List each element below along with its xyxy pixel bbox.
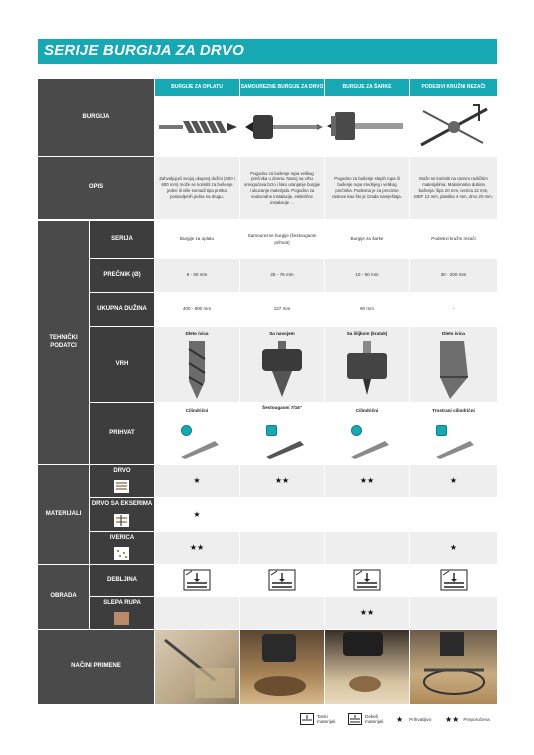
rating-slepa-rupa-3: ★★ xyxy=(325,597,409,629)
group-label-tehnicki-podaci: TEHNIČKI PODATCI xyxy=(38,221,89,464)
wood-icon xyxy=(114,480,129,493)
prihvat-label-4: Trostrani cilindrični xyxy=(432,408,475,413)
rating-iverica-3 xyxy=(325,532,409,564)
prihvat-label-3: Cilindrični xyxy=(355,408,379,413)
legend-tanki xyxy=(300,711,346,727)
rating-drvo-2: ★★ xyxy=(240,465,324,497)
spur-tip-image xyxy=(343,341,391,399)
row-label-slepa-rupa: SLEPA RUPA xyxy=(103,600,141,607)
brad-point-tip-image xyxy=(181,341,213,399)
vrh-cell-1 xyxy=(155,327,239,402)
rating-ekseri-4 xyxy=(410,498,497,531)
column-header-4: PODESIVI KRUŽNI REZAČI xyxy=(410,79,497,96)
legend-prihvatljiv-label: Prihvatljivo xyxy=(409,716,432,722)
row-label-vrh: VRH xyxy=(90,327,154,402)
prihvat-cell-3 xyxy=(325,403,409,464)
rating-slepa-rupa-4 xyxy=(410,597,497,629)
row-label-drvo-sa-ekserima-cell xyxy=(90,498,154,531)
duzina-3: 90 mm xyxy=(325,293,409,326)
title-bar xyxy=(38,39,497,64)
thin-material-icon xyxy=(300,713,314,725)
double-star-icon: ★★ xyxy=(445,714,460,724)
group-label-materijali: MATERIJALI xyxy=(38,465,89,564)
duzina-4: - xyxy=(410,293,497,326)
thickness-icon xyxy=(440,569,468,591)
round-shank-icon xyxy=(181,425,192,436)
serija-3: Burgije za šarke xyxy=(325,221,409,258)
rating-ekseri-1: ★ xyxy=(155,498,239,531)
rating-iverica-1: ★★ xyxy=(155,532,239,564)
rating-ekseri-3 xyxy=(325,498,409,531)
legend-prihvatljiv xyxy=(396,713,440,725)
description-3: Pogodno za bušenje slepih rupa ili bušenje rupa srednjeg i velikog prečnika. Podesna je za precizne rastove kao što je izrada namještaja. xyxy=(325,157,409,219)
rating-drvo-1: ★ xyxy=(155,465,239,497)
description-1: Zahvaljujući svojoj ukupnoj dužini (400 i 600 mm) može se koristiti za bušenje jedne ili više somadi tipa pretka postavljenih jedna na drugu. xyxy=(155,157,239,219)
circle-cutter-image xyxy=(413,101,495,153)
row-label-iverica-cell xyxy=(90,532,154,564)
prihvat-cell-1 xyxy=(155,403,239,464)
serija-1: Burgije za oplatu xyxy=(155,221,239,258)
duzina-2: 127 mm xyxy=(240,293,324,326)
row-label-drvo: DRVO xyxy=(113,468,131,475)
hex-shank-icon xyxy=(266,425,277,436)
rating-slepa-rupa-2 xyxy=(240,597,324,629)
rating-ekseri-2 xyxy=(240,498,324,531)
chipboard-icon xyxy=(114,547,129,560)
row-label-ukupna-duzina: UKUPNA DUŽINA xyxy=(90,293,154,326)
row-label-nacini-primene: NAČINI PRIMENE xyxy=(38,630,154,704)
precnik-2: 25 - 76 mm xyxy=(240,259,324,292)
prihvat-label-1: Cilindrični xyxy=(185,408,209,413)
self-feed-bit-image xyxy=(243,111,323,143)
thickness-icon xyxy=(353,569,381,591)
tri-flat-shank-icon xyxy=(436,425,447,436)
single-star-icon: ★ xyxy=(396,714,404,724)
row-label-drvo-sa-ekserima: DRVO SA EKSERIMA xyxy=(91,501,153,508)
column-header-3: BURGIJE ZA ŠARKE xyxy=(325,79,409,96)
thickness-icon xyxy=(183,569,211,591)
row-label-iverica: IVERICA xyxy=(109,535,135,542)
usage-photo-4 xyxy=(410,630,497,704)
description-4: Može se koristiti na raznim različitim materijalima. Maksimalna dubina bušenja: šips 20 mm, iverica 12 mm, MDF 12 mm, plastika 4 mm, drvo 20 mm. xyxy=(410,157,497,219)
row-label-serija: SERIJA xyxy=(90,221,154,258)
duzina-1: 400 - 600 mm xyxy=(155,293,239,326)
row-label-prihvat: PRIHVAT xyxy=(90,403,154,464)
vrh-cell-4 xyxy=(410,327,497,402)
rating-drvo-4: ★ xyxy=(410,465,497,497)
usage-photo-2 xyxy=(240,630,324,704)
vrh-cell-2 xyxy=(240,327,324,402)
precnik-4: 30 - 200 mm xyxy=(410,259,497,292)
row-label-precnik: PREČNIK (Ø) xyxy=(90,259,154,292)
legend-preporucena xyxy=(445,713,497,725)
screw-tip-image xyxy=(258,341,306,399)
legend-tanki-label: Tanki materijali xyxy=(317,713,336,724)
forstner-bit-image xyxy=(327,109,407,143)
blind-hole-icon xyxy=(114,612,129,625)
serija-2: Samourezne burgije (šestougaoni prihvat) xyxy=(240,221,324,258)
rating-iverica-4: ★ xyxy=(410,532,497,564)
vrh-cell-3 xyxy=(325,327,409,402)
shank-image xyxy=(264,437,306,459)
usage-photo-3 xyxy=(325,630,409,704)
precnik-1: 8 - 30 mm xyxy=(155,259,239,292)
precnik-3: 10 - 50 mm xyxy=(325,259,409,292)
group-label-obrada: OBRADA xyxy=(38,565,89,629)
vrh-label-2: Sa navojem xyxy=(269,331,295,336)
usage-photo-1 xyxy=(155,630,239,704)
row-label-opis: OPIS xyxy=(38,157,154,219)
rating-slepa-rupa-1 xyxy=(155,597,239,629)
thick-material-icon xyxy=(348,713,362,725)
round-shank-icon xyxy=(351,425,362,436)
debljina-row xyxy=(155,565,497,596)
shank-image xyxy=(179,437,221,459)
legend-preporucena-label: Preporučena xyxy=(463,716,490,722)
column-header-1: BURGIJE ZA OPLATU xyxy=(155,79,239,96)
cutter-tip-image xyxy=(434,341,474,399)
row-label-burgija: BURGIJA xyxy=(38,79,154,156)
row-label-debljina: DEBLJINA xyxy=(90,565,154,596)
drill-images-row xyxy=(155,97,497,156)
vrh-label-1: Dleto ivica xyxy=(185,331,209,336)
row-label-drvo-cell xyxy=(90,465,154,497)
thickness-icon xyxy=(268,569,296,591)
column-header-2: SAMOUREZNE BURGIJE ZA DRVO xyxy=(240,79,324,96)
vrh-label-4: Dleto ivica xyxy=(442,331,465,336)
prihvat-cell-4 xyxy=(410,403,497,464)
prihvat-cell-2 xyxy=(240,403,324,464)
description-2: Pogodno za bušenje rupa velikog prečnika u drvetu. Navoj na vrhu omogućava brzo i lako uranjanje burgije i ukucanje materijala. Pogodno za vodovodne instalacije, električne instalacije ... xyxy=(240,157,324,219)
serija-4: Podesivi kružni rezači xyxy=(410,221,497,258)
rating-iverica-2 xyxy=(240,532,324,564)
rating-drvo-3: ★★ xyxy=(325,465,409,497)
shank-image xyxy=(434,437,476,459)
legend-debeli xyxy=(348,711,394,727)
shank-image xyxy=(349,437,391,459)
nailed-wood-icon xyxy=(114,514,129,527)
vrh-label-3: Sa šiljkom (kratak) xyxy=(346,331,388,336)
page-title: SERIJE BURGIJA ZA DRVO xyxy=(44,42,244,59)
prihvat-label-2: Šestougaoni 7/16" xyxy=(262,405,302,410)
legend-debeli-label: Debeli materijali xyxy=(365,713,384,724)
auger-drill-image xyxy=(159,115,237,139)
row-label-slepa-rupa-cell xyxy=(90,597,154,629)
